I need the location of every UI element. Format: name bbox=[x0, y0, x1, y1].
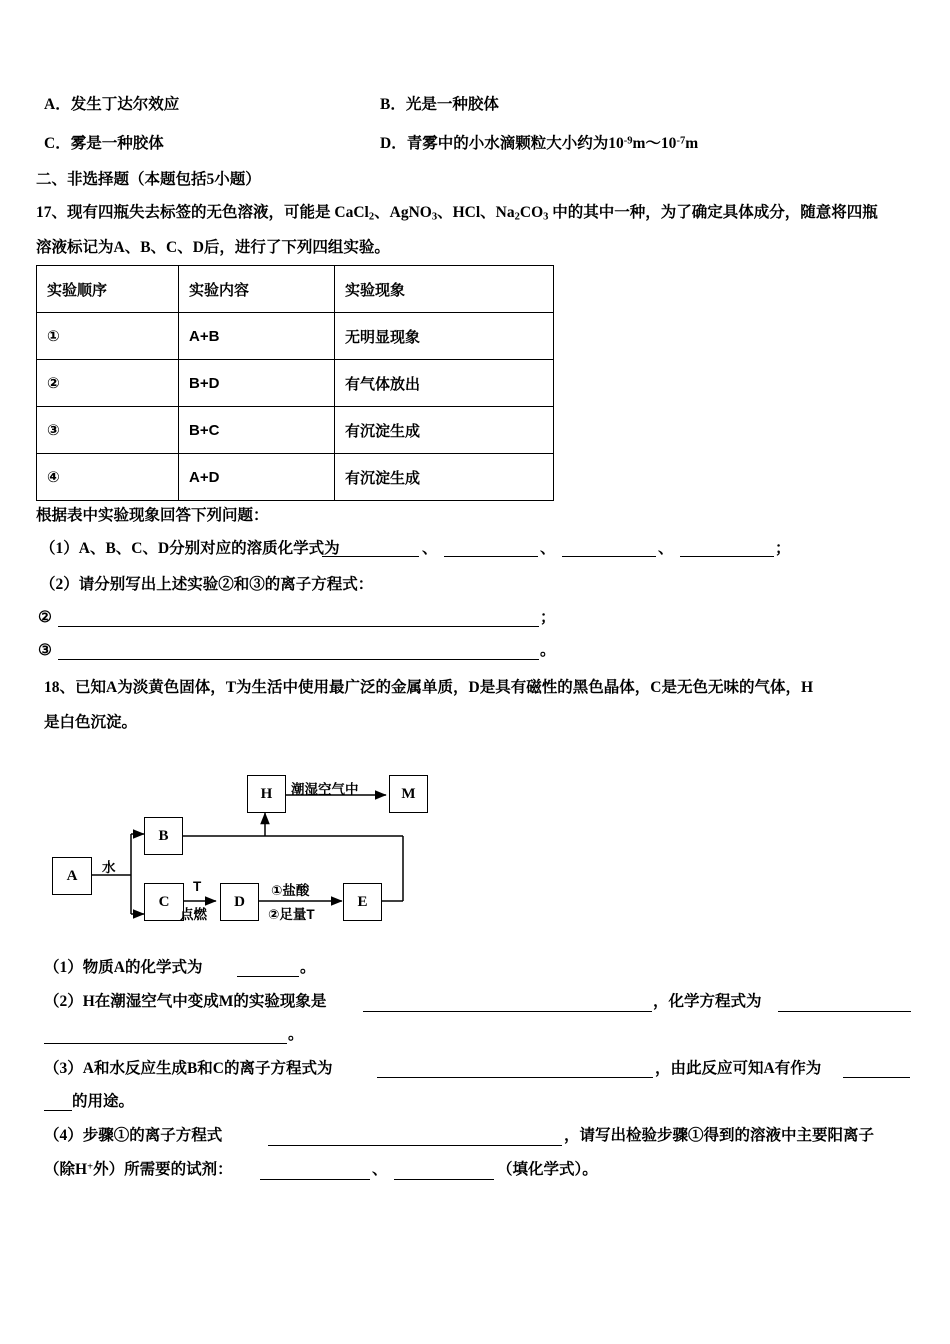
table-cell-order: ① bbox=[37, 313, 179, 360]
table-header-order: 实验顺序 bbox=[37, 266, 179, 313]
choice-formula-d: $10^{-9}m\sim 10^{-7}m$ bbox=[608, 135, 699, 152]
question-17-prompt: 根据表中实验现象回答下列问题： bbox=[36, 507, 269, 524]
choice-text-a: 发生丁达尔效应 bbox=[70, 96, 180, 113]
choice-text-b: 光是一种胶体 bbox=[405, 96, 499, 113]
q17-answer-marker-3: ③ bbox=[38, 642, 52, 659]
question-17-sub1-label: （1）A、B、C、D分别对应的溶质化学式为 bbox=[40, 540, 340, 557]
table-cell-order: ② bbox=[37, 360, 179, 407]
diagram-box-c: C bbox=[144, 883, 184, 921]
sub1-sep-3: 、 bbox=[658, 540, 674, 557]
answer-blank-18-4-a[interactable] bbox=[268, 1145, 562, 1146]
question-17-number: 17、 bbox=[36, 204, 68, 221]
question-18-sub4-tail bbox=[44, 1162, 233, 1178]
section-heading: 二、非选择题（本题包括5小题） bbox=[36, 171, 261, 188]
choice-letter-d: D bbox=[380, 135, 392, 152]
sub1-sep-1: 、 bbox=[422, 540, 438, 557]
answer-blank-18-3-c[interactable] bbox=[44, 1110, 72, 1111]
sub1-end-punct: ； bbox=[775, 540, 791, 557]
table-header-row bbox=[37, 266, 554, 313]
answer-blank-17-1-b[interactable] bbox=[444, 556, 538, 557]
table-row bbox=[37, 313, 554, 360]
choice-option-c bbox=[44, 136, 164, 152]
answer-blank-17-3[interactable] bbox=[58, 659, 539, 660]
answer-blank-18-2-c[interactable] bbox=[44, 1043, 287, 1044]
table-cell-order: ③ bbox=[37, 407, 179, 454]
table-row bbox=[37, 360, 554, 407]
question-18-stem-line1 bbox=[44, 680, 813, 696]
hydrogen-ion-symbol: H+ bbox=[75, 1161, 94, 1178]
diagram-label-water: 水 bbox=[102, 860, 116, 875]
choice-letter-a: A bbox=[44, 96, 56, 113]
question-17-stem-line2: 溶液标记为A、B、C、D后，进行了下列四组实验。 bbox=[36, 239, 390, 256]
diagram-label-hydrochloric-acid: ①盐酸 bbox=[271, 883, 310, 898]
answer-blank-17-2[interactable] bbox=[58, 626, 539, 627]
q17-line3-end-punct: 。 bbox=[540, 642, 556, 659]
choice-dot-c: ． bbox=[55, 135, 71, 152]
table-cell-content: B+C bbox=[179, 407, 335, 454]
choice-option-b bbox=[380, 97, 499, 113]
choice-letter-b: B bbox=[380, 96, 391, 113]
q18-sub4-end: （填化学式）。 bbox=[497, 1161, 598, 1178]
q18-stem-text-1: 已知A为淡黄色固体，T为生活中使用最广泛的金属单质，D是具有磁性的黑色晶体，C是无色无味的气体，H bbox=[75, 679, 813, 696]
choice-letter-c: C bbox=[44, 135, 56, 152]
diagram-box-m: M bbox=[389, 775, 428, 813]
table-cell-content: A+B bbox=[179, 313, 335, 360]
choice-text-c: 雾是一种胶体 bbox=[70, 135, 164, 152]
q18-sub4-tail-post: 外）所需要的试剂： bbox=[93, 1161, 233, 1178]
table-cell-phenomenon: 无明显现象 bbox=[335, 313, 554, 360]
q17-stem-pre: 现有四瓶失去标签的无色溶液，可能是 bbox=[67, 204, 335, 221]
choice-dot-b: ． bbox=[390, 96, 406, 113]
q18-sub1-end-punct: 。 bbox=[300, 959, 316, 976]
q17-line2-end-punct: ； bbox=[540, 609, 556, 626]
answer-blank-17-1-c[interactable] bbox=[562, 556, 656, 557]
question-18-sub3-label: （3）A和水反应生成B和C的离子方程式为 bbox=[44, 1060, 333, 1077]
q18-sub2-mid: ，化学方程式为 bbox=[653, 993, 762, 1010]
q18-sub4-sep: 、 bbox=[372, 1161, 388, 1178]
diagram-label-moist-air: 潮湿空气中 bbox=[291, 782, 359, 797]
table-row bbox=[37, 454, 554, 501]
answer-blank-18-4-c[interactable] bbox=[394, 1179, 494, 1180]
q17-stem-formulas: CaCl$_2$、AgNO$_3$、HCl、$Na_2CO_3$ bbox=[334, 204, 549, 223]
diagram-box-b: B bbox=[144, 817, 183, 855]
q18-sub3-tail: 的用途。 bbox=[72, 1093, 135, 1110]
table-header-phenomenon: 实验现象 bbox=[335, 266, 554, 313]
table-cell-order: ④ bbox=[37, 454, 179, 501]
experiment-table bbox=[36, 265, 554, 501]
table-header-content: 实验内容 bbox=[179, 266, 335, 313]
q18-sub2-end-punct: 。 bbox=[288, 1026, 304, 1043]
question-18-sub4-label: （4）步骤①的离子方程式 bbox=[44, 1127, 223, 1144]
table-cell-content: A+D bbox=[179, 454, 335, 501]
q17-stem-post: 中的其中一种，为了确定具体成分，随意将四瓶 bbox=[548, 204, 878, 221]
choice-text-d: 青雾中的小水滴颗粒大小约为 bbox=[406, 135, 609, 152]
answer-blank-18-3-b[interactable] bbox=[843, 1077, 910, 1078]
choice-dot-a: ． bbox=[55, 96, 71, 113]
diagram-label-ignite: 点燃 bbox=[180, 907, 207, 922]
table-cell-phenomenon: 有沉淀生成 bbox=[335, 407, 554, 454]
table-row bbox=[37, 407, 554, 454]
question-18-sub2-label: （2）H在潮湿空气中变成M的实验现象是 bbox=[44, 993, 327, 1010]
question-17-sub2-label: （2）请分别写出上述实验②和③的离子方程式： bbox=[40, 576, 374, 593]
q18-sub4-tail-pre: （除 bbox=[44, 1161, 76, 1178]
q17-answer-marker-2: ② bbox=[38, 609, 52, 626]
answer-blank-17-1-a[interactable] bbox=[322, 556, 419, 557]
diagram-label-t: T bbox=[193, 879, 202, 894]
diagram-box-d: D bbox=[220, 883, 259, 921]
question-18-sub1-label: （1）物质A的化学式为 bbox=[44, 959, 203, 976]
answer-blank-18-2-b[interactable] bbox=[778, 1011, 911, 1012]
question-18-stem-line2: 是白色沉淀。 bbox=[44, 714, 138, 731]
table-cell-phenomenon: 有气体放出 bbox=[335, 360, 554, 407]
choice-option-a bbox=[44, 97, 179, 113]
answer-blank-18-2-a[interactable] bbox=[363, 1011, 652, 1012]
question-17-stem-line1 bbox=[36, 205, 878, 223]
diagram-box-a: A bbox=[52, 857, 92, 895]
table-cell-phenomenon: 有沉淀生成 bbox=[335, 454, 554, 501]
table-cell-content: B+D bbox=[179, 360, 335, 407]
question-18-number: 18、 bbox=[44, 679, 76, 696]
sub1-sep-2: 、 bbox=[540, 540, 556, 557]
answer-blank-18-4-b[interactable] bbox=[260, 1179, 370, 1180]
diagram-label-excess-t: ②足量T bbox=[268, 907, 315, 922]
q18-sub4-mid: ，请写出检验步骤①得到的溶液中主要阳离子 bbox=[564, 1127, 875, 1144]
diagram-box-h: H bbox=[247, 775, 286, 813]
answer-blank-18-1[interactable] bbox=[237, 976, 299, 977]
choice-option-d bbox=[380, 136, 698, 152]
q18-sub3-mid: ，由此反应可知A有作为 bbox=[655, 1060, 822, 1077]
choice-dot-d: ． bbox=[391, 135, 407, 152]
answer-blank-17-1-d[interactable] bbox=[680, 556, 774, 557]
diagram-box-e: E bbox=[343, 883, 382, 921]
answer-blank-18-3-a[interactable] bbox=[377, 1077, 653, 1078]
